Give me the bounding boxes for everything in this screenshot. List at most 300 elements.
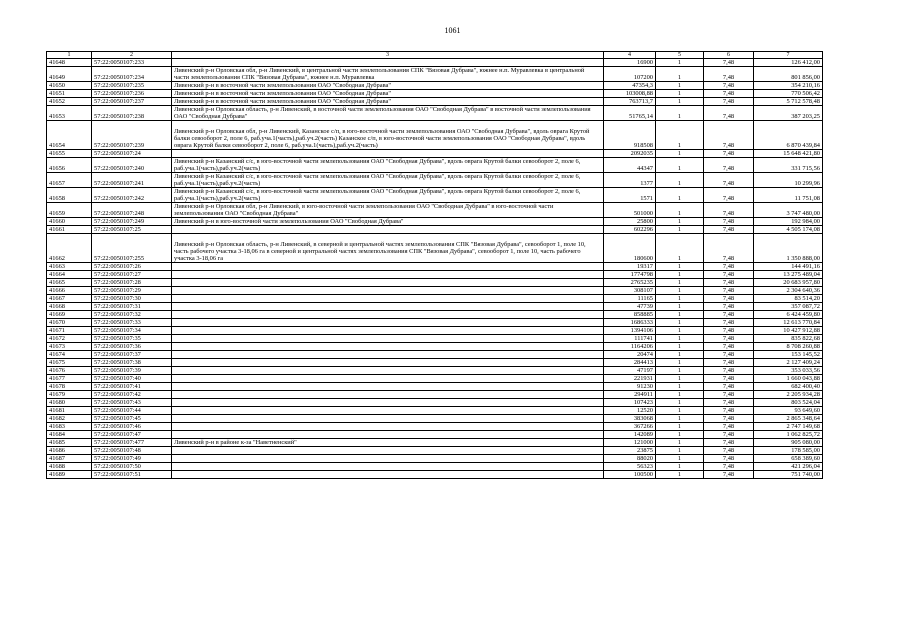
cadastral-value-cell: 2 304 640,36 [754, 287, 823, 295]
rate-cell: 7,48 [704, 106, 754, 121]
area-cell: 602296 [604, 226, 656, 234]
table-row [47, 375, 823, 383]
cadastral-value-cell: 10 299,96 [754, 173, 823, 188]
row-number-cell: 41686 [47, 447, 92, 455]
area-cell: 47354,3 [604, 82, 656, 90]
coefficient-cell: 1 [656, 188, 704, 203]
cadastral-number-cell: 57:22:0050107:48 [92, 447, 172, 455]
cadastral-value-cell: 2 865 348,64 [754, 415, 823, 423]
rate-cell: 7,48 [704, 121, 754, 150]
cadastral-number-cell: 57:22:0050107:25 [92, 226, 172, 234]
rate-cell: 7,48 [704, 327, 754, 335]
coefficient-cell: 1 [656, 343, 704, 351]
table-row [47, 173, 823, 188]
table-row [47, 121, 823, 150]
coefficient-cell: 1 [656, 287, 704, 295]
coefficient-cell: 1 [656, 471, 704, 479]
area-cell: 44347 [604, 158, 656, 173]
rate-cell: 7,48 [704, 415, 754, 423]
coefficient-cell: 1 [656, 158, 704, 173]
row-number-cell: 41680 [47, 399, 92, 407]
location-description-cell: Ливенский р-н в восточной части землепользования ОАО "Свободная Дубрава" [172, 82, 604, 90]
location-description-cell [172, 303, 604, 311]
header-cell-4: 4 [604, 52, 656, 59]
cadastral-number-cell: 57:22:0050107:46 [92, 423, 172, 431]
row-number-cell: 41659 [47, 203, 92, 218]
row-number-cell: 41666 [47, 287, 92, 295]
area-cell: 1377 [604, 173, 656, 188]
area-cell: 121000 [604, 439, 656, 447]
rate-cell: 7,48 [704, 391, 754, 399]
rate-cell: 7,48 [704, 59, 754, 67]
cadastral-value-cell: 144 491,16 [754, 263, 823, 271]
cadastral-number-cell: 57:22:0050107:249 [92, 218, 172, 226]
cadastral-value-cell: 905 080,00 [754, 439, 823, 447]
header-cell-3: 3 [172, 52, 604, 59]
cadastral-number-cell: 57:22:0050107:26 [92, 263, 172, 271]
location-description-cell: Ливенский р-н в юго-восточной части землепользования ОАО "Свободная Дубрава" [172, 218, 604, 226]
table-row [47, 271, 823, 279]
cadastral-value-cell: 2 205 934,28 [754, 391, 823, 399]
area-cell: 501000 [604, 203, 656, 218]
cadastral-number-cell: 57:22:0050107:44 [92, 407, 172, 415]
table-row [47, 327, 823, 335]
row-number-cell: 41670 [47, 319, 92, 327]
location-description-cell [172, 399, 604, 407]
cadastral-value-cell: 10 427 912,88 [754, 327, 823, 335]
table-row [47, 82, 823, 90]
location-description-cell [172, 471, 604, 479]
area-cell: 11165 [604, 295, 656, 303]
area-cell: 1571 [604, 188, 656, 203]
row-number-cell: 41682 [47, 415, 92, 423]
table-row [47, 431, 823, 439]
area-cell: 19317 [604, 263, 656, 271]
cadastral-number-cell: 57:22:0050107:236 [92, 90, 172, 98]
coefficient-cell: 1 [656, 407, 704, 415]
rate-cell: 7,48 [704, 173, 754, 188]
rate-cell: 7,48 [704, 439, 754, 447]
rate-cell: 7,48 [704, 447, 754, 455]
cadastral-number-cell: 57:22:0050107:235 [92, 82, 172, 90]
header-cell-5: 5 [656, 52, 704, 59]
area-cell: 12520 [604, 407, 656, 415]
rate-cell: 7,48 [704, 335, 754, 343]
rate-cell: 7,48 [704, 319, 754, 327]
row-number-cell: 41684 [47, 431, 92, 439]
location-description-cell [172, 455, 604, 463]
coefficient-cell: 1 [656, 106, 704, 121]
coefficient-cell: 1 [656, 203, 704, 218]
rate-cell: 7,48 [704, 383, 754, 391]
table-row [47, 203, 823, 218]
header-cell-7: 7 [754, 52, 823, 59]
area-cell: 284413 [604, 359, 656, 367]
location-description-cell [172, 263, 604, 271]
coefficient-cell: 1 [656, 399, 704, 407]
cadastral-value-cell: 1 350 888,00 [754, 234, 823, 263]
cadastral-number-cell: 57:22:0050107:240 [92, 158, 172, 173]
location-description-cell [172, 335, 604, 343]
cadastral-value-cell: 83 514,20 [754, 295, 823, 303]
rate-cell: 7,48 [704, 399, 754, 407]
area-cell: 56323 [604, 463, 656, 471]
coefficient-cell: 1 [656, 335, 704, 343]
table-row [47, 407, 823, 415]
cadastral-number-cell: 57:22:0050107:241 [92, 173, 172, 188]
cadastral-number-cell: 57:22:0050107:42 [92, 391, 172, 399]
cadastral-number-cell: 57:22:0050107:41 [92, 383, 172, 391]
cadastral-number-cell: 57:22:0050107:51 [92, 471, 172, 479]
cadastral-value-cell: 2 127 409,24 [754, 359, 823, 367]
cadastral-value-cell: 153 145,52 [754, 351, 823, 359]
row-number-cell: 41675 [47, 359, 92, 367]
row-number-cell: 41668 [47, 303, 92, 311]
row-number-cell: 41650 [47, 82, 92, 90]
area-cell: 858885 [604, 311, 656, 319]
area-cell: 88020 [604, 455, 656, 463]
area-cell: 47739 [604, 303, 656, 311]
rate-cell: 7,48 [704, 90, 754, 98]
cadastral-number-cell: 57:22:0050107:28 [92, 279, 172, 287]
location-description-cell [172, 343, 604, 351]
coefficient-cell: 1 [656, 98, 704, 106]
cadastral-number-cell: 57:22:0050107:33 [92, 319, 172, 327]
location-description-cell [172, 319, 604, 327]
rate-cell: 7,48 [704, 158, 754, 173]
cadastral-number-cell: 57:22:0050107:255 [92, 234, 172, 263]
row-number-cell: 41664 [47, 271, 92, 279]
cadastral-value-cell: 354 210,16 [754, 82, 823, 90]
area-cell: 2765235 [604, 279, 656, 287]
cadastral-value-cell: 6 870 439,84 [754, 121, 823, 150]
cadastral-value-cell: 6 424 459,80 [754, 311, 823, 319]
cadastral-value-cell: 93 649,60 [754, 407, 823, 415]
table-row [47, 367, 823, 375]
location-description-cell [172, 279, 604, 287]
cadastral-value-cell: 331 715,56 [754, 158, 823, 173]
coefficient-cell: 1 [656, 359, 704, 367]
row-number-cell: 41679 [47, 391, 92, 399]
location-description-cell [172, 423, 604, 431]
row-number-cell: 41652 [47, 98, 92, 106]
header-cell-2: 2 [92, 52, 172, 59]
location-description-cell: Ливенский р-н в восточной части землепользования ОАО "Свободная Дубрава" [172, 90, 604, 98]
area-cell: 25800 [604, 218, 656, 226]
coefficient-cell: 1 [656, 82, 704, 90]
rate-cell: 7,48 [704, 263, 754, 271]
rate-cell: 7,48 [704, 203, 754, 218]
rate-cell: 7,48 [704, 188, 754, 203]
cadastral-value-cell: 13 275 489,04 [754, 271, 823, 279]
location-description-cell: Ливенский р-н Орловская обл, р-н Ливенский, в юго-восточной части землепользования ОАО "Свободная Дубрава" в юго-восточной части землепользования ОАО "Свободная Дубрава" [172, 203, 604, 218]
table-row [47, 423, 823, 431]
location-description-cell [172, 359, 604, 367]
table-row [47, 150, 823, 158]
cadastral-value-cell: 357 087,72 [754, 303, 823, 311]
area-cell: 107423 [604, 399, 656, 407]
cadastral-number-cell: 57:22:0050107:37 [92, 351, 172, 359]
table-row [47, 106, 823, 121]
area-cell: 51765,14 [604, 106, 656, 121]
table-row [47, 188, 823, 203]
row-number-cell: 41654 [47, 121, 92, 150]
cadastral-value-cell: 682 400,40 [754, 383, 823, 391]
row-number-cell: 41672 [47, 335, 92, 343]
location-description-cell [172, 59, 604, 67]
row-number-cell: 41676 [47, 367, 92, 375]
location-description-cell [172, 351, 604, 359]
cadastral-value-cell: 126 412,00 [754, 59, 823, 67]
row-number-cell: 41648 [47, 59, 92, 67]
row-number-cell: 41683 [47, 423, 92, 431]
table-row [47, 303, 823, 311]
table-row [47, 391, 823, 399]
cadastral-number-cell: 57:22:0050107:38 [92, 359, 172, 367]
rate-cell: 7,48 [704, 407, 754, 415]
cadastral-number-cell: 57:22:0050107:36 [92, 343, 172, 351]
location-description-cell [172, 407, 604, 415]
area-cell: 107200 [604, 67, 656, 82]
table-row [47, 295, 823, 303]
location-description-cell [172, 463, 604, 471]
row-number-cell: 41669 [47, 311, 92, 319]
table-row [47, 335, 823, 343]
row-number-cell: 41678 [47, 383, 92, 391]
area-cell: 103008,88 [604, 90, 656, 98]
row-number-cell: 41677 [47, 375, 92, 383]
coefficient-cell: 1 [656, 226, 704, 234]
cadastral-number-cell: 57:22:0050107:35 [92, 335, 172, 343]
row-number-cell: 41673 [47, 343, 92, 351]
cadastral-number-cell: 57:22:0050107:49 [92, 455, 172, 463]
cadastral-value-cell: 3 747 480,00 [754, 203, 823, 218]
location-description-cell [172, 295, 604, 303]
page-number: 1061 [444, 26, 461, 35]
location-description-cell: Ливенский р-н Орловская обл, р-н Ливенский, Казанское с/п, в юго-восточной части землепользования ОАО "Свободная Дубрава", вдоль оврага Крутой балки севооборот 2, поле 6, раб.уча.1(часть),раб.уч.2(часть) Казанское с/п, в юго-восточной части землепользования ОАО "Свободная Дубрава", вдоль оврага Крутой балки севооборот 2, поле 6, раб.уча.1(часть),раб.уч.2(часть) [172, 121, 604, 150]
coefficient-cell: 1 [656, 90, 704, 98]
coefficient-cell: 1 [656, 173, 704, 188]
rate-cell: 7,48 [704, 303, 754, 311]
location-description-cell [172, 287, 604, 295]
coefficient-cell: 1 [656, 391, 704, 399]
row-number-cell: 41658 [47, 188, 92, 203]
table-row [47, 279, 823, 287]
area-cell: 23875 [604, 447, 656, 455]
location-description-cell: Ливенский р-н Орловская обл, р-н Ливенский, в центральной части землепользования СПК "Вязовая Дубрава", южнее н.п. Муравлевка в центральной части землепользования СПК "Вязовая Дубрава", южнее н.п. Муравлевка [172, 67, 604, 82]
table-row [47, 359, 823, 367]
area-cell: 1394106 [604, 327, 656, 335]
row-number-cell: 41687 [47, 455, 92, 463]
coefficient-cell: 1 [656, 263, 704, 271]
coefficient-cell: 1 [656, 295, 704, 303]
coefficient-cell: 1 [656, 319, 704, 327]
cadastral-table [46, 51, 823, 479]
location-description-cell: Ливенский р-н Казанский с/с, в юго-восточной части землепользования ОАО "Свободная Дубрава", вдоль оврага Крутой балки севооборот 2, поле 6, раб.уча.1(часть),раб.уч.2(часть) [172, 188, 604, 203]
rate-cell: 7,48 [704, 279, 754, 287]
cadastral-number-cell: 57:22:0050107:27 [92, 271, 172, 279]
coefficient-cell: 1 [656, 303, 704, 311]
table-row [47, 343, 823, 351]
location-description-cell [172, 150, 604, 158]
coefficient-cell: 1 [656, 59, 704, 67]
cadastral-value-cell: 751 740,00 [754, 471, 823, 479]
row-number-cell: 41681 [47, 407, 92, 415]
row-number-cell: 41685 [47, 439, 92, 447]
cadastral-number-cell: 57:22:0050107:238 [92, 106, 172, 121]
location-description-cell [172, 311, 604, 319]
cadastral-number-cell: 57:22:0050107:237 [92, 98, 172, 106]
area-cell: 383068 [604, 415, 656, 423]
cadastral-value-cell: 353 033,56 [754, 367, 823, 375]
row-number-cell: 41660 [47, 218, 92, 226]
area-cell: 1686333 [604, 319, 656, 327]
row-number-cell: 41688 [47, 463, 92, 471]
area-cell: 763713,7 [604, 98, 656, 106]
table-row [47, 351, 823, 359]
coefficient-cell: 1 [656, 234, 704, 263]
cadastral-value-cell: 5 712 578,48 [754, 98, 823, 106]
cadastral-value-cell: 15 648 421,80 [754, 150, 823, 158]
cadastral-number-cell: 57:22:0050107:30 [92, 295, 172, 303]
table-row [47, 439, 823, 447]
rate-cell: 7,48 [704, 367, 754, 375]
rate-cell: 7,48 [704, 351, 754, 359]
cadastral-number-cell: 57:22:0050107:233 [92, 59, 172, 67]
row-number-cell: 41674 [47, 351, 92, 359]
table-row [47, 399, 823, 407]
coefficient-cell: 1 [656, 121, 704, 150]
area-cell: 1164206 [604, 343, 656, 351]
cadastral-value-cell: 2 747 149,68 [754, 423, 823, 431]
location-description-cell [172, 367, 604, 375]
coefficient-cell: 1 [656, 447, 704, 455]
coefficient-cell: 1 [656, 439, 704, 447]
table-row [47, 67, 823, 82]
coefficient-cell: 1 [656, 271, 704, 279]
location-description-cell [172, 271, 604, 279]
cadastral-number-cell: 57:22:0050107:239 [92, 121, 172, 150]
area-cell: 367266 [604, 423, 656, 431]
cadastral-number-cell: 57:22:0050107:234 [92, 67, 172, 82]
cadastral-value-cell: 770 506,42 [754, 90, 823, 98]
area-cell: 20474 [604, 351, 656, 359]
cadastral-value-cell: 421 296,04 [754, 463, 823, 471]
coefficient-cell: 1 [656, 431, 704, 439]
cadastral-number-cell: 57:22:0050107:32 [92, 311, 172, 319]
location-description-cell: Ливенский р-н Казанский с/с, в юго-восточной части землепользования ОАО "Свободная Дубрава", вдоль оврага Крутой балки севооборот 2, поле 6, раб.уча.1(часть),раб.уч.2(часть) [172, 173, 604, 188]
table-row [47, 447, 823, 455]
cadastral-number-cell: 57:22:0050107:31 [92, 303, 172, 311]
table-row [47, 158, 823, 173]
table-row [47, 226, 823, 234]
table-row [47, 455, 823, 463]
table-row [47, 311, 823, 319]
location-description-cell [172, 431, 604, 439]
area-cell: 47197 [604, 367, 656, 375]
row-number-cell: 41657 [47, 173, 92, 188]
cadastral-number-cell: 57:22:0050107:47 [92, 431, 172, 439]
location-description-cell: Ливенский р-н Казанский с/с, в юго-восточной части землепользования ОАО "Свободная Дубрава", вдоль оврага Крутой балки севооборот 2, поле 6, раб.уча.1(часть),раб.уч.2(часть) [172, 158, 604, 173]
row-number-cell: 41649 [47, 67, 92, 82]
row-number-cell: 41689 [47, 471, 92, 479]
rate-cell: 7,48 [704, 271, 754, 279]
rate-cell: 7,48 [704, 82, 754, 90]
row-number-cell: 41671 [47, 327, 92, 335]
cadastral-number-cell: 57:22:0050107:24 [92, 150, 172, 158]
rate-cell: 7,48 [704, 375, 754, 383]
cadastral-value-cell: 803 524,04 [754, 399, 823, 407]
rate-cell: 7,48 [704, 295, 754, 303]
area-cell: 294911 [604, 391, 656, 399]
rate-cell: 7,48 [704, 67, 754, 82]
rate-cell: 7,48 [704, 431, 754, 439]
rate-cell: 7,48 [704, 226, 754, 234]
row-number-cell: 41662 [47, 234, 92, 263]
location-description-cell [172, 447, 604, 455]
rate-cell: 7,48 [704, 423, 754, 431]
cadastral-value-cell: 801 856,00 [754, 67, 823, 82]
area-cell: 16900 [604, 59, 656, 67]
row-number-cell: 41661 [47, 226, 92, 234]
rate-cell: 7,48 [704, 150, 754, 158]
cadastral-number-cell: 57:22:0050107:50 [92, 463, 172, 471]
table-row [47, 263, 823, 271]
rate-cell: 7,48 [704, 311, 754, 319]
row-number-cell: 41667 [47, 295, 92, 303]
coefficient-cell: 1 [656, 455, 704, 463]
table-row [47, 287, 823, 295]
cadastral-number-cell: 57:22:0050107:248 [92, 203, 172, 218]
table-row [47, 98, 823, 106]
cadastral-number-cell: 57:22:0050107:40 [92, 375, 172, 383]
cadastral-value-cell: 1 062 825,72 [754, 431, 823, 439]
table-row [47, 463, 823, 471]
table-row [47, 471, 823, 479]
rate-cell: 7,48 [704, 287, 754, 295]
cadastral-number-cell: 57:22:0050107:39 [92, 367, 172, 375]
coefficient-cell: 1 [656, 423, 704, 431]
area-cell: 100500 [604, 471, 656, 479]
area-cell: 91230 [604, 383, 656, 391]
coefficient-cell: 1 [656, 351, 704, 359]
area-cell: 2092035 [604, 150, 656, 158]
area-cell: 180600 [604, 234, 656, 263]
rate-cell: 7,48 [704, 343, 754, 351]
row-number-cell: 41653 [47, 106, 92, 121]
coefficient-cell: 1 [656, 383, 704, 391]
row-number-cell: 41651 [47, 90, 92, 98]
table-row [47, 383, 823, 391]
table-row [47, 59, 823, 67]
cadastral-value-cell: 4 505 174,08 [754, 226, 823, 234]
area-cell: 142089 [604, 431, 656, 439]
cadastral-value-cell: 8 708 260,88 [754, 343, 823, 351]
row-number-cell: 41655 [47, 150, 92, 158]
location-description-cell: Ливенский р-н в районе к-за "Наветненский" [172, 439, 604, 447]
cadastral-number-cell: 57:22:0050107:477 [92, 439, 172, 447]
rate-cell: 7,48 [704, 359, 754, 367]
location-description-cell [172, 327, 604, 335]
location-description-cell: Ливенский р-н в восточной части землепользования ОАО "Свободная Дубрава" [172, 98, 604, 106]
header-cell-1: 1 [47, 52, 92, 59]
location-description-cell [172, 375, 604, 383]
rate-cell: 7,48 [704, 234, 754, 263]
row-number-cell: 41656 [47, 158, 92, 173]
table-row [47, 415, 823, 423]
area-cell: 221931 [604, 375, 656, 383]
header-row [47, 52, 823, 59]
